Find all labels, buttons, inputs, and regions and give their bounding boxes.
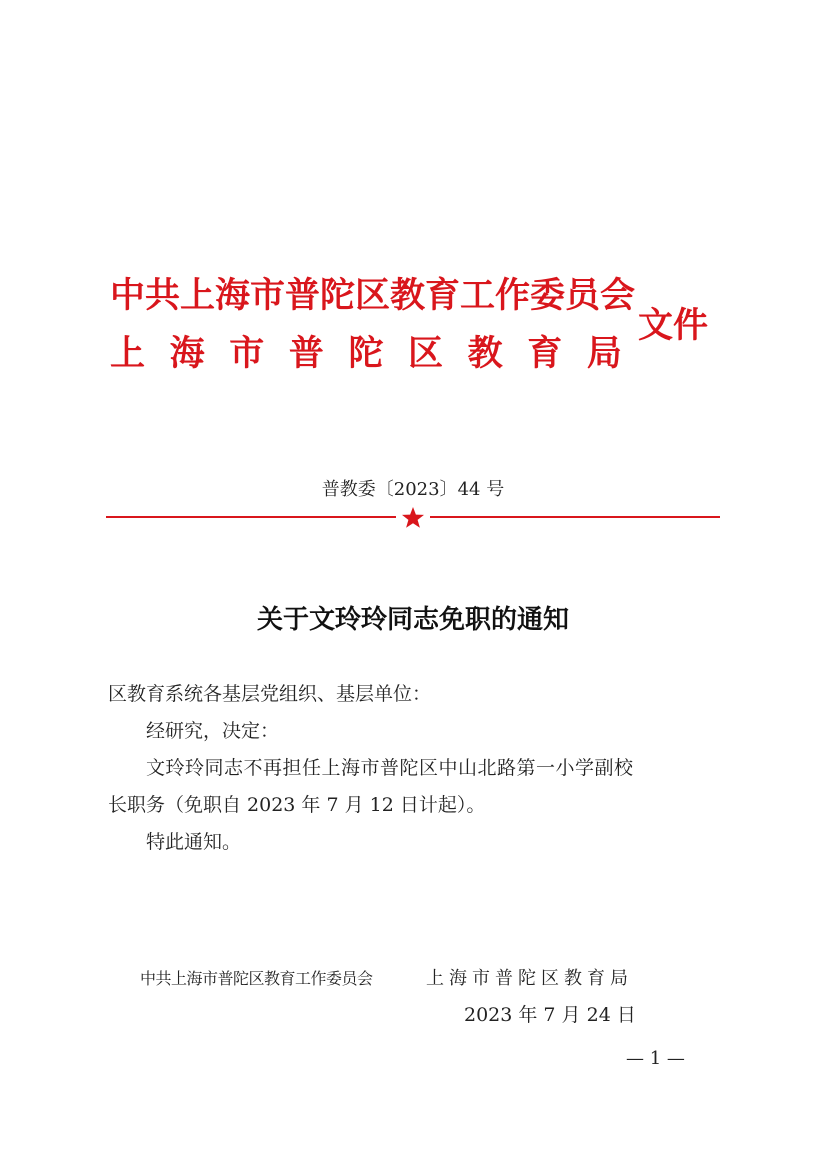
document-suffix: 文件 [638,305,709,346]
org-char: 陀 [348,333,384,374]
org-name-education-bureau [110,332,622,376]
org-char: 局 [586,333,622,374]
document-number: 普教委〔2023〕44 号 [321,479,505,500]
body-paragraph: 经研究，决定： [146,720,280,742]
org-char: 区 [408,333,444,374]
document-title: 关于文玲玲同志免职的通知 [256,605,569,635]
body-paragraph-continuation: 长职务（免职自 2023 年 7 月 12 日计起）。 [108,794,486,816]
issue-date: 2023 年 7 月 24 日 [464,1004,636,1026]
divider-line-right [430,516,720,518]
org-char: 普 [288,333,324,374]
page-number: — 1 — [626,1048,685,1069]
org-char: 上 [110,333,146,374]
signature-education-bureau: 上海市普陀区教育局 [426,968,633,989]
org-char: 市 [229,333,265,374]
org-char: 育 [527,333,563,374]
org-name-party-committee: 中共上海市普陀区教育工作委员会 [110,275,636,316]
document-body [108,676,722,861]
star-icon [401,506,425,530]
org-char: 海 [169,333,205,374]
document-header [110,268,730,388]
org-char: 教 [467,333,503,374]
salutation: 区教育系统各基层党组织、基层单位： [108,683,432,705]
divider-line-left [106,516,396,518]
signature-party-committee: 中共上海市普陀区教育工作委员会 [140,969,373,988]
body-paragraph: 特此通知。 [146,831,242,853]
red-divider [106,510,720,534]
body-paragraph: 文玲玲同志不再担任上海市普陀区中山北路第一小学副校 [146,757,634,779]
